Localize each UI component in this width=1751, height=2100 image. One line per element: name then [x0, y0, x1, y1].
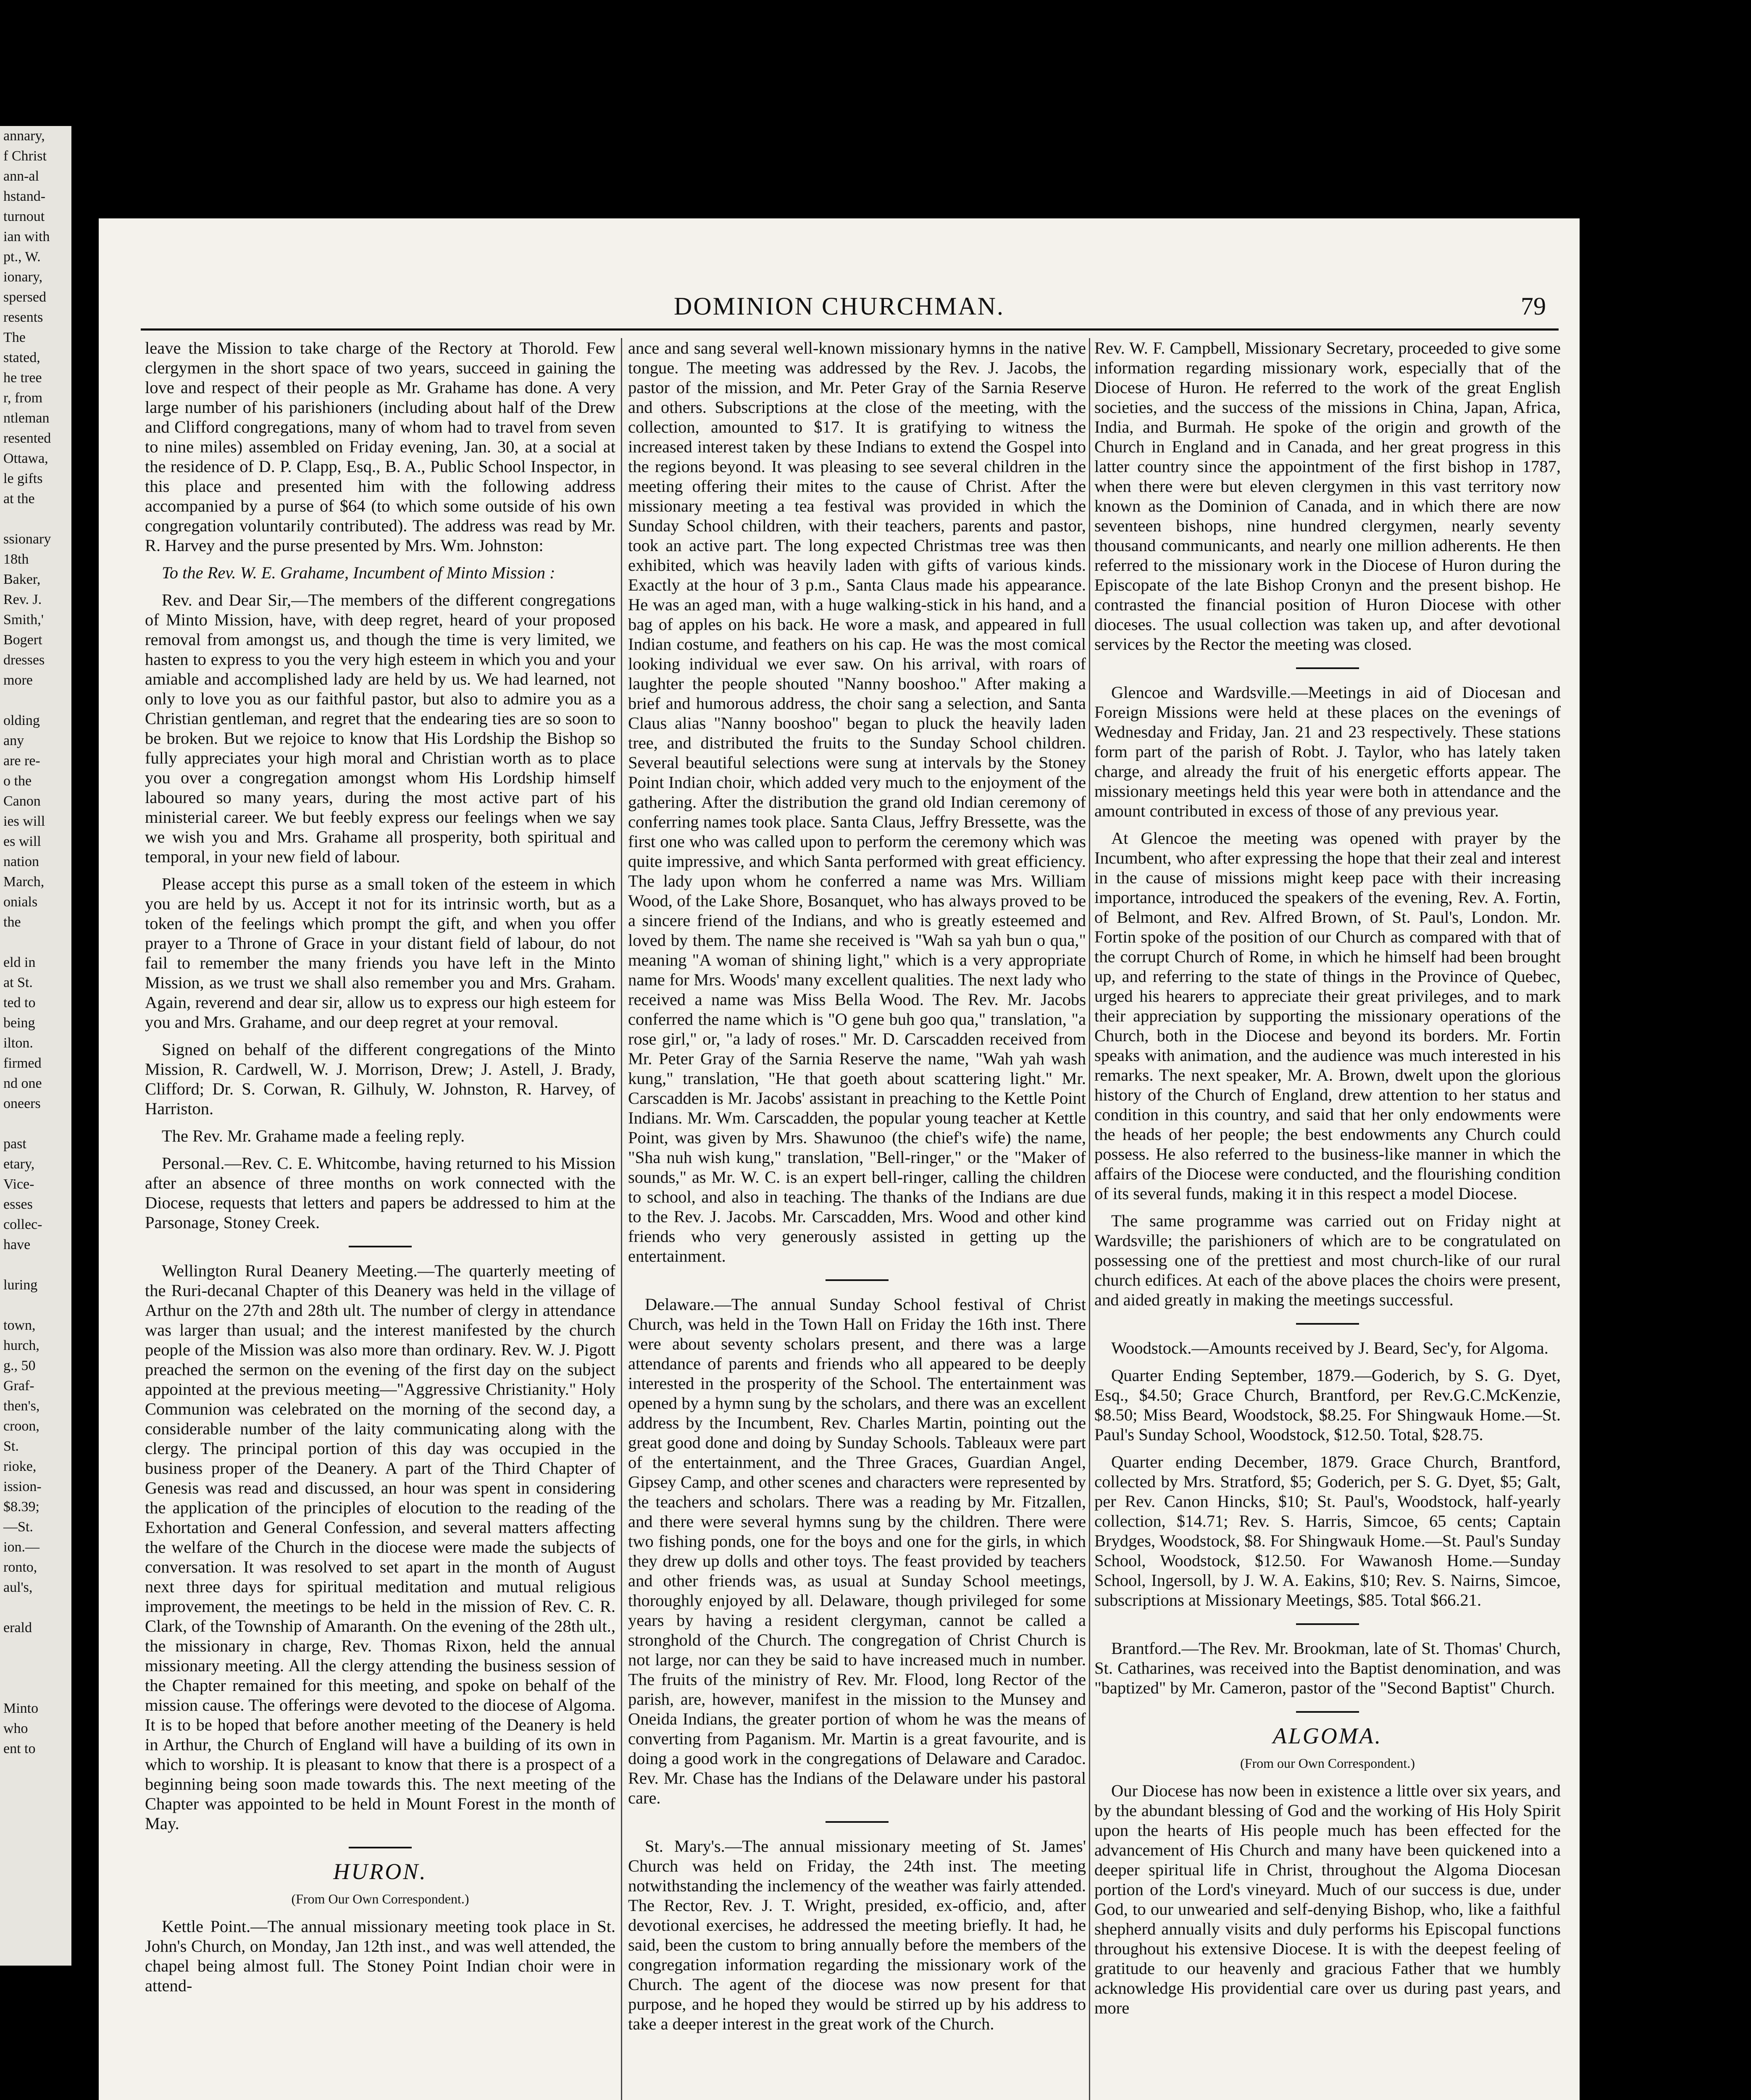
margin-fragment: then's, — [3, 1398, 40, 1414]
margin-fragment: ent to — [3, 1741, 36, 1756]
margin-fragment: being — [3, 1015, 35, 1031]
algoma-article: Our Diocese has now been in existence a little over six years, and by the abundant blessing of God and the working of His Holy Spirit upon the hearts of His people much has been effected for the advancement of His Church and many have been quickened into a deeper spiritual life in Christ, throughout the Algoma Diocesan portion of the Lord's vineyard. Much of our success is due, under God, to our unwearied and self-denying Bishop, who, like a faithful shepherd annually visits and duly performs his Episcopal functions throughout his extensive Diocese. It is with the deepest feeling of gratitude to our heavenly and gracious Father that we humbly acknowledge His providential care over us during past years, and more — [1094, 1781, 1561, 2017]
margin-fragment: spersed — [3, 289, 46, 305]
column-divider — [1089, 338, 1090, 2100]
margin-fragment: collec- — [3, 1217, 42, 1232]
margin-fragment: stated, — [3, 350, 40, 365]
margin-fragment: croon, — [3, 1418, 39, 1434]
section-separator — [349, 1246, 412, 1247]
margin-fragment: $8.39; — [3, 1499, 39, 1515]
section-separator — [1296, 667, 1359, 669]
margin-fragment: who — [3, 1721, 28, 1736]
margin-fragment: the — [3, 914, 21, 930]
correspondent-byline: (From our Own Correspondent.) — [1240, 1756, 1415, 1771]
margin-fragment: more — [3, 672, 33, 688]
margin-fragment: nd one — [3, 1076, 42, 1091]
margin-fragment: f Christ — [3, 148, 47, 164]
margin-fragment: past — [3, 1136, 26, 1152]
margin-fragment: —St. — [3, 1519, 33, 1535]
margin-fragment — [0, 1678, 71, 1698]
margin-fragment: ntleman — [3, 410, 50, 426]
margin-fragment: luring — [3, 1277, 38, 1293]
margin-fragment: firmed — [3, 1055, 42, 1071]
margin-fragment: town, — [3, 1318, 36, 1333]
margin-fragment: rioke, — [3, 1459, 37, 1474]
margin-fragment: he tree — [3, 370, 42, 386]
margin-fragment: are re- — [3, 753, 40, 769]
account-entry: Quarter Ending September, 1879.—Goderich, by S. G. Dyet, Esq., $4.50; Grace Church, Brantford, per Rev.G.C.McKenzie, $8.50; Miss Beard, Woodstock, $8.25. For Shingwauk Home.—St. Paul's Sunday School, Woodstock, $12.50. Total, $28.75. — [1094, 1366, 1561, 1444]
margin-fragment: any — [3, 733, 24, 748]
margin-fragment: Ottawa, — [3, 451, 48, 466]
margin-fragment — [0, 1638, 71, 1658]
section-separator — [1296, 1623, 1359, 1625]
margin-fragment: 18th — [3, 551, 29, 567]
column-2 — [628, 338, 1086, 2041]
margin-fragment: Minto — [3, 1701, 39, 1716]
personal-notice: Personal.—Rev. C. E. Whitcombe, having returned to his Mission after an absence of three months on work connected with the Diocese, requests that letters and papers be addressed to him at the Parsonage, Stoney Creek. — [145, 1154, 615, 1232]
article-paragraph: At Glencoe the meeting was opened with prayer by the Incumbent, who after expressing the hope that their zeal and interest in the cause of missions might keep pace with their increasing importance, introduced the speakers of the evening, Rev. A. Fortin, of Belmont, and Rev. Alfred Brown, of St. Paul's, London. Mr. Fortin spoke of the position of our Church as compared with that of the corrupt Church of Rome, in which he himself had been brought up, and referring to the state of things in the Province of Quebec, urged his hearers to appreciate their great privileges, and to mark their appreciation by supporting the missionary operations of the Church, both in the Diocese and beyond its borders. Mr. Fortin speaks with animation, and the audience was much interested in his remarks. The next speaker, Mr. A. Brown, dwelt upon the glorious history of the Church of England, drew attention to her status and condition in this country, and said that her only endowments were the heads of her people; the best endowments any Church could possess. He also referred to the business-like manner in which the affairs of the Diocese were conducted, and the flourishing condition of its several funds, making it in this respect a model Diocese. — [1094, 829, 1561, 1203]
address-salutation: To the Rev. W. E. Grahame, Incumbent of Minto Mission : — [162, 563, 555, 582]
margin-fragment: at the — [3, 491, 35, 507]
margin-fragment: turnout — [3, 209, 45, 224]
margin-fragment: ies will — [3, 814, 45, 829]
column-divider — [621, 338, 622, 2100]
margin-fragment: dresses — [3, 652, 45, 668]
article-paragraph: Please accept this purse as a small token of the esteem in which you are held by us. Accept it not for its intrinsic worth, but as a token of the feelings which prompt the gift, and when you offer prayer to a Throne of Grace in your distant field of labour, do not fail to remember the many friends you have left in the Minto Mission, as we trust we shall also remember you and Mrs. Graham. Again, reverend and dear sir, allow us to express our high esteem for you and Mrs. Grahame, and our deep regret at your removal. — [145, 874, 615, 1032]
margin-fragment: Baker, — [3, 572, 41, 587]
margin-fragment: ion.— — [3, 1539, 39, 1555]
section-separator — [826, 1821, 889, 1823]
margin-fragment: ilton. — [3, 1035, 33, 1051]
column-3 — [1094, 338, 1561, 2025]
margin-fragment — [0, 1598, 71, 1618]
article-paragraph: The Rev. Mr. Grahame made a feeling reply. — [162, 1126, 465, 1145]
margin-fragment: ted to — [3, 995, 36, 1011]
margin-fragment: The — [3, 330, 26, 345]
article-paragraph: Rev. and Dear Sir,—The members of the different congregations of Minto Mission, have, with deep regret, heard of your proposed removal from amongst us, and though the time is very limited, we hasten to express to you the very high esteem in which you and your amiable and accomplished lady are held by us. We had learned, not only to love you as our faithful pastor, but also to admire you as a Christian gentleman, and regret that the endearing ties are so soon to be broken. But we rejoice to know that His Lordship the Bishop so fully appreciates your high moral and Christian worth as to place you over a congregation amongst whom His Lordship himself laboured so many years, during the most active part of his ministerial career. We but feebly express our feelings when we say we wish you and Mrs. Grahame all prosperity, both spiritual and temporal, in your new field of labour. — [145, 591, 615, 866]
section-separator — [349, 1847, 412, 1848]
margin-fragment: eld in — [3, 955, 36, 970]
newspaper-page — [99, 218, 1580, 2100]
adjacent-page-fragment — [0, 126, 71, 1966]
margin-fragment: g., 50 — [3, 1358, 36, 1373]
delaware-article: Delaware.—The annual Sunday School festival of Christ Church, was held in the Town Hall on Friday the 16th inst. There were about seventy scholars present, and there was a large attendance of parents and friends who all appeared to be deeply interested in the prosperity of the School. The entertainment was opened by a hymn sung by the scholars, and there was an excellent address by the Incumbent, Rev. Charles Martin, pointing out the great good done and doing by Sunday Schools. Tableaux were part of the entertainment, and the Three Graces, Guardian Angel, Gipsey Camp, and other scenes and characters were represented by the teachers and scholars. There was a reading by Mr. Fitzallen, and there were several hymns sung by the children. There were two fishing ponds, one for the boys and one for the girls, in which they drew up dolls and other toys. The feast provided by teachers and other friends was, as usual at Sunday School meetings, thoroughly enjoyed by all. Delaware, though privileged for some years by having a resident clergyman, cannot be called a stronghold of the Church. The congregation of Christ Church is not large, nor can they be said to have increased much in number. The fruits of the ministry of Rev. Mr. Flood, long Rector of the parish, are, however, manifest in the mission to the Munsey and Oneida Indians, the greater portion of whom he was the means of converting from Paganism. Mr. Martin is a great favourite, and is doing a good work in the congregations of Delaware and Caradoc. Rev. Mr. Chase has the Indians of the Delaware under his pastoral care. — [628, 1295, 1086, 1807]
article-paragraph: leave the Mission to take charge of the Rectory at Thorold. Few clergymen in the short space of two years, succeed in gaining the love and respect of their people as Mr. Grahame has done. A very large number of his parishioners (including about half of the Drew and Clifford congregations, many of whom had to travel from seven to nine miles) assembled on Friday evening, Jan. 30, at a social at the residence of D. P. Clapp, Esq., B. A., Public School Inspector, in this place and presented him with the following address accompanied by a purse of $64 (to which some outside of his own congregation voluntarily contributed). The address was read by Mr. R. Harvey and the purse presented by Mrs. Wm. Johnston: — [145, 339, 615, 555]
margin-fragment: at St. — [3, 975, 33, 990]
margin-fragment: ssionary — [3, 531, 51, 547]
margin-fragment: nation — [3, 854, 39, 869]
margin-fragment: ionary, — [3, 269, 43, 285]
margin-fragment: March, — [3, 874, 45, 890]
margin-fragment — [0, 1295, 71, 1315]
page-header — [99, 292, 1580, 326]
margin-fragment — [0, 1658, 71, 1678]
margin-fragment — [0, 1114, 71, 1134]
glencoe-article: Glencoe and Wardsville.—Meetings in aid of Diocesan and Foreign Missions were held at these places on the evenings of Wednesday and Friday, Jan. 21 and 23 respectively. These stations form part of the parish of Robt. J. Taylor, who has lately taken charge, and already the fruit of his energetic efforts appear. The missionary meetings held this year were both in attendance and the amount contributed in excess of those of any previous year. — [1094, 683, 1561, 820]
margin-fragment: hstand- — [3, 189, 46, 204]
margin-fragment: annary, — [3, 128, 45, 144]
section-heading-huron: HURON. — [333, 1859, 427, 1884]
margin-fragment — [0, 690, 71, 711]
account-entry: Quarter ending December, 1879. Grace Church, Brantford, collected by Mrs. Stratford, $5; Goderich, per S. G. Dyet, $5; Galt, per Rev. Canon Hincks, $10; St. Paul's, Woodstock, half-yearly collection, $14.71; Rev. S. Harris, Simcoe, 65 cents; Captain Brydges, Woodstock, $8. For Shingwauk Home.—St. Paul's Sunday School, Woodstock, $12.50. For Wawanosh Home.—Sunday School, Ingersoll, by J. W. A. Eakins, $10; Rev. S. Nairns, Simcoe, subscriptions at Missionary Meetings, $85. Total $66.21. — [1094, 1452, 1561, 1609]
article-paragraph: Signed on behalf of the different congregations of the Minto Mission, R. Cardwell, W. J. Morrison, Drew; J. Astell, J. Brady, Clifford; Dr. S. Corwan, R. Gilhuly, W. Johnston, R. Harvey, of Harriston. — [145, 1040, 615, 1118]
margin-fragment: resented — [3, 430, 51, 446]
margin-fragment: Rev. J. — [3, 592, 42, 607]
margin-fragment: hurch, — [3, 1338, 39, 1353]
masthead-title: DOMINION CHURCHMAN. — [673, 292, 1005, 320]
margin-fragment: o the — [3, 773, 32, 789]
article-paragraph: ance and sang several well-known missionary hymns in the native tongue. The meeting was addressed by the Rev. J. Jacobs, the pastor of the mission, and Mr. Peter Gray of the Sarnia Reserve and others. Subscriptions at the close of the meeting, with the collection, amounted to $17. It is gratifying to witness the increased interest taken by these Indians to extend the Gospel into the regions beyond. It was pleasing to see several children in the meeting offering their mites to the cause of Christ. After the missionary meeting a tea festival was provided in which the Sunday School children, with their teachers, parents and pastor, took an active part. The long expected Christmas tree was then exhibited, which was heavily laden with gifts of various kinds. Exactly at the hour of 3 p.m., Santa Claus made his appearance. He was an aged man, with a huge walking-stick in his hand, and a bag of apples on his back. He wore a mask, and appeared in full Indian costume, and feathers on his cap. He was the most comical looking individual we ever saw. On his arrival, with roars of laughter the people shouted "Nanny booshoo." After making a brief and humorous address, the choir sang a selection, and Santa Claus alias "Nanny booshoo" began to pluck the heavily laden tree, and distributed the fruits to the Sunday School children. Several beautiful selections were sung at intervals by the Stoney Point Indian choir, which added very much to the enjoyment of the gathering. After the distribution the grand old Indian ceremony of conferring names took place. Santa Claus, Jeffry Bressette, was the first one who was called upon to perform the ceremony which was quite impressive, and which Santa performed with great efficiency. The lady upon whom he conferred a name was Mrs. William Wood, of the Lake Shore, Bosanquet, who has always proved to be a sincere friend of the Indians, and who is greatly esteemed and loved by them. The name she received is "Wah sa yah bun o qua," meaning "A woman of shining light," which is a very appropriate name for Mrs. Woods' many excellent qualities. The next lady who received a name was Miss Bella Wood. The Rev. Mr. Jacobs conferred the name which is "O gene buh goo qua," translation, "a rose girl," or, "a lady of roses." Mr. D. Carscadden received from Mr. Peter Gray of the Sarnia Reserve the name, "Wah yah wash kung," translation, "He that goeth about scattering light." Mr. Carscadden is Mr. Jacobs' assistant in preaching to the Kettle Point Indians. Mr. Wm. Carscadden, the popular young teacher at Kettle Point, was given by Mrs. Shawunoo (the chief's wife) the name, "Sha nuh wish kung," translation, "Bell-ringer," or the "Maker of sounds," as Mr. W. C. is an expert bell-ringer, calling the children to school, and also in teaching. The thanks of the Indians are due to the Rev. J. Jacobs. Mr. Carscadden, Mrs. Wood and other kind friends who very generously assisted in getting up the entertainment. — [628, 339, 1086, 1265]
kettle-point-article: Kettle Point.—The annual missionary meeting took place in St. John's Church, on Monday, Jan 12th inst., and was well attended, the chapel being almost full. The Stoney Point Indian choir were in attend- — [145, 1917, 615, 1995]
margin-fragment: Canon — [3, 793, 41, 809]
margin-fragment: olding — [3, 713, 40, 728]
margin-fragment: esses — [3, 1197, 33, 1212]
wellington-deanery-article: Wellington Rural Deanery Meeting.—The quarterly meeting of the Ruri-decanal Chapter of this Deanery was held in the village of Arthur on the 27th and 28th ult. The number of clergy in attendance was larger than usual; and the interest manifested by the church people of the Mission was also more than ordinary. Rev. W. J. Pigott preached the sermon on the evening of the first day on the subject appointed at the previous meeting—"Aggressive Christianity." Holy Communion was celebrated on the morning of the second day, a considerable number of the laity communicating along with the clergy. The principal portion of this day was occupied in the business proper of the Deanery. A part of the Third Chapter of Genesis was read and discussed, an hour was spent in considering the application of the principles of elocution to the reading of the Exhortation and General Confession, and several matters affecting the welfare of the Church in the diocese were made the subjects of conversation. It was resolved to set apart in the month of August next three days for spiritual meditation and mutual religious improvement, the meetings to be held in the mission of Rev. C. R. Clark, of the Township of Amaranth. On the evening of the 28th ult., the missionary in charge, Rev. Thomas Rixon, held the annual missionary meeting. All the clergy attending the business session of the Chapter remained for this meeting, and spoke on behalf of the mission cause. The offerings were devoted to the diocese of Algoma. It is to be hoped that before another meeting of the Deanery is held in Arthur, the Church of England will have a building of its own in which to worship. It is pleasant to know that there is a prospect of a beginning being soon made towards this. The next meeting of the Chapter was appointed to be held in Mount Forest in the month of May. — [145, 1261, 615, 1833]
brantford-notice: Brantford.—The Rev. Mr. Brookman, late of St. Thomas' Church, St. Catharines, was received into the Baptist denomination, and was "baptized" by Mr. Cameron, pastor of the "Second Baptist" Church. — [1094, 1639, 1561, 1697]
section-separator — [1296, 1323, 1359, 1325]
column-1 — [145, 338, 615, 2003]
margin-fragment: ission- — [3, 1479, 42, 1494]
margin-fragment: aul's, — [3, 1580, 33, 1595]
margin-fragment: Graf- — [3, 1378, 34, 1394]
page-number: 79 — [1521, 292, 1546, 320]
margin-fragment: etary, — [3, 1156, 35, 1172]
st-marys-article: St. Mary's.—The annual missionary meeting of St. James' Church was held on Friday, the 24th inst. The meeting notwithstanding the inclemency of the weather was fairly attended. The Rector, Rev. J. T. Wright, presided, ex-officio, and, after devotional exercises, he addressed the meeting briefly. It had, he said, been the custom to bring annually before the members of the congregation information regarding the missionary work of the Church. The agent of the diocese was now present for that purpose, and he hoped they would be stirred up by his address to take a deeper interest in the great work of the Church. — [628, 1837, 1086, 2033]
margin-fragment: es will — [3, 834, 41, 849]
margin-fragment: oneers — [3, 1096, 41, 1111]
header-rule — [141, 328, 1559, 331]
margin-fragment: le gifts — [3, 471, 43, 486]
margin-fragment: erald — [3, 1620, 32, 1635]
margin-fragment — [0, 932, 71, 953]
woodstock-notice: Woodstock.—Amounts received by J. Beard, Sec'y, for Algoma. — [1111, 1339, 1549, 1357]
margin-fragment — [0, 1255, 71, 1275]
margin-fragment: ann-al — [3, 168, 39, 184]
margin-fragment: pt., W. — [3, 249, 41, 265]
margin-fragment: resents — [3, 310, 43, 325]
margin-fragment: St. — [3, 1438, 19, 1454]
margin-fragment: Vice- — [3, 1176, 34, 1192]
margin-fragment: ronto, — [3, 1559, 37, 1575]
margin-fragment: onials — [3, 894, 38, 910]
margin-fragment: have — [3, 1237, 31, 1252]
margin-fragment: Smith,' — [3, 612, 44, 627]
section-heading-algoma: ALGOMA. — [1272, 1723, 1383, 1748]
margin-fragment: ian with — [3, 229, 50, 244]
margin-fragment: r, from — [3, 390, 43, 406]
section-separator — [826, 1279, 889, 1281]
article-paragraph: Rev. W. F. Campbell, Missionary Secretary, proceeded to give some information regarding missionary work, especially that of the Diocese of Huron. He referred to the work of the great English societies, and the success of the missions in China, Japan, Africa, India, and Burmah. He spoke of the origin and growth of the Church in England and in Canada, and her great progress in this latter country since the appointment of the first bishop in 1787, when there were but eleven clergymen in this vast territory now known as the Dominion of Canada, and in which there are now seventeen bishops, nine hundred clergymen, nearly seventy thousand communicants, and nearly one million adherents. He then referred to the missionary work in the Diocese of Huron during the Episcopate of the late Bishop Cronyn and the present bishop. He contrasted the financial position of Huron Diocese with other dioceses. The usual collection was taken up, and after devotional services by the Rector the meeting was closed. — [1094, 339, 1561, 654]
correspondent-byline: (From Our Own Correspondent.) — [291, 1891, 469, 1906]
margin-fragment — [0, 509, 71, 529]
margin-fragment: Bogert — [3, 632, 42, 648]
section-separator — [1296, 1711, 1359, 1713]
article-paragraph: The same programme was carried out on Friday night at Wardsville; the parishioners of which are to be congratulated on possessing one of the prettiest and most church-like of our rural church edifices. At each of the above places the choirs were present, and aided greatly in making the meetings successful. — [1094, 1211, 1561, 1309]
